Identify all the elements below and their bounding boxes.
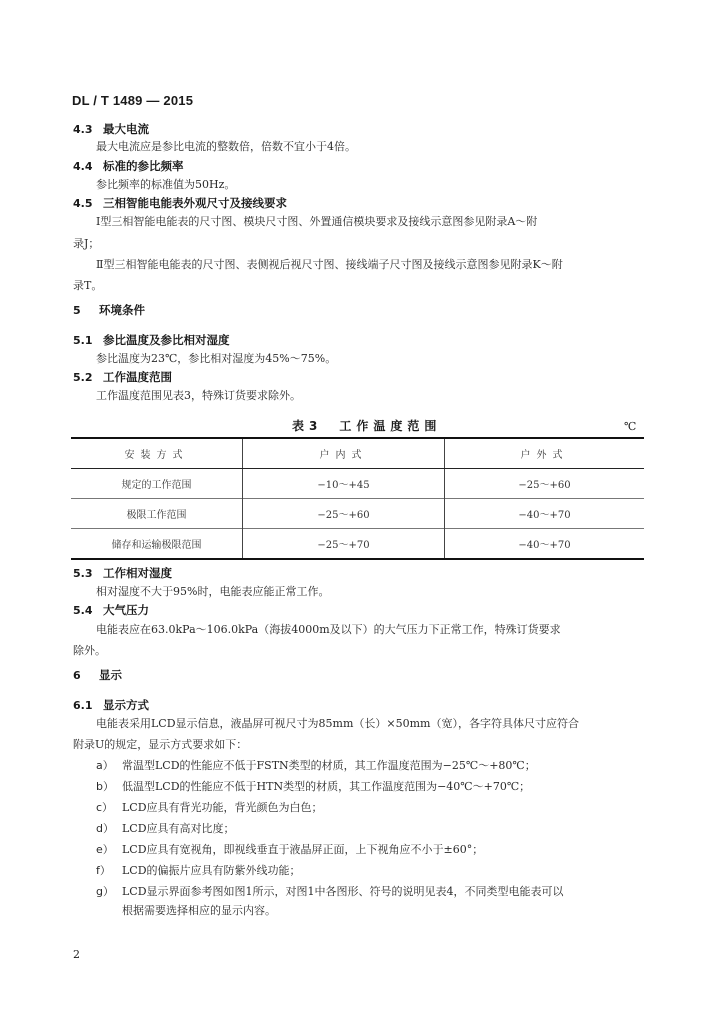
chapter-heading xyxy=(73,668,122,683)
list-marker: a） xyxy=(96,759,114,772)
section-number: 5.1 xyxy=(73,334,93,347)
table-row xyxy=(71,529,644,560)
section-title: 显示 xyxy=(99,668,123,682)
section-heading xyxy=(73,698,149,713)
paragraph: 电能表应在63.0kPa～106.0kPa（海拔4000m及以下）的大气压力下正常工作，特殊订货要求 xyxy=(96,623,561,636)
section-title: 标准的参比频率 xyxy=(103,159,184,173)
table-cell: 极限工作范围 xyxy=(71,499,243,529)
table-cell: −10～+45 xyxy=(243,469,445,499)
list-marker: b） xyxy=(96,780,114,793)
temperature-range-table xyxy=(71,437,644,560)
table-header-cell: 户内式 xyxy=(243,438,445,469)
list-text: LCD显示界面参考图如图1所示，对图1中各图形、符号的说明见表4，不同类型电能表可以 xyxy=(122,885,564,898)
list-item xyxy=(96,863,301,878)
table-unit: ℃ xyxy=(624,420,637,433)
list-marker: f） xyxy=(96,864,111,877)
section-number: 5.3 xyxy=(73,567,93,580)
section-heading xyxy=(73,159,184,174)
paragraph: Ⅰ型三相智能电能表的尺寸图、模块尺寸图、外置通信模块要求及接线示意图参见附录A～附 xyxy=(96,215,538,228)
section-title: 环境条件 xyxy=(99,303,146,317)
list-item xyxy=(96,800,323,815)
list-item-continuation xyxy=(122,903,276,918)
section-heading xyxy=(73,333,230,348)
section-number: 4.3 xyxy=(73,123,93,136)
list-text: 低温型LCD的性能应不低于HTN类型的材质，其工作温度范围为−40℃～+70℃； xyxy=(122,780,531,793)
list-marker: g） xyxy=(96,885,114,898)
list-text: 常温型LCD的性能应不低于FSTN类型的材质，其工作温度范围为−25℃～+80℃； xyxy=(122,759,536,772)
list-text: LCD应具有宽视角，即视线垂直于液晶屏正面，上下视角应不小于±60°； xyxy=(122,843,484,856)
list-text: LCD应具有高对比度； xyxy=(122,822,235,835)
table-caption: 表3 工作温度范围 xyxy=(292,419,442,433)
paragraph: 附录U的规定，显示方式要求如下： xyxy=(73,738,248,751)
section-number: 4.4 xyxy=(73,160,93,173)
paragraph: 录J； xyxy=(73,237,100,250)
paragraph: 除外。 xyxy=(73,644,106,657)
table-cell: 规定的工作范围 xyxy=(71,469,243,499)
section-heading xyxy=(73,370,172,385)
list-marker: e） xyxy=(96,843,114,856)
table-cell: −25～+60 xyxy=(243,499,445,529)
section-heading xyxy=(73,122,149,137)
section-number: 6 xyxy=(73,669,81,682)
list-marker: d） xyxy=(96,822,114,835)
table-header-row xyxy=(71,438,644,469)
section-heading xyxy=(73,603,149,618)
table-header-cell: 安装方式 xyxy=(71,438,243,469)
paragraph: 工作温度范围见表3，特殊订货要求除外。 xyxy=(96,389,301,402)
list-item xyxy=(96,884,564,899)
standard-number: DL / T 1489 — 2015 xyxy=(72,93,194,108)
chapter-heading xyxy=(73,303,145,318)
paragraph: 参比频率的标准值为50Hz。 xyxy=(96,178,236,191)
section-heading xyxy=(73,196,287,211)
section-title: 工作相对湿度 xyxy=(103,566,173,580)
list-marker: c） xyxy=(96,801,114,814)
table-cell: −40～+70 xyxy=(445,529,645,560)
table-cell: −25～+70 xyxy=(243,529,445,560)
list-item xyxy=(96,821,235,836)
section-number: 4.5 xyxy=(73,197,93,210)
table-row xyxy=(71,499,644,529)
list-text: 根据需要选择相应的显示内容。 xyxy=(122,904,276,917)
paragraph: 相对湿度不大于95%时，电能表应能正常工作。 xyxy=(96,585,330,598)
section-title: 最大电流 xyxy=(103,122,150,136)
section-title: 三相智能电能表外观尺寸及接线要求 xyxy=(103,196,288,210)
section-title: 显示方式 xyxy=(103,698,150,712)
section-heading xyxy=(73,566,172,581)
list-text: LCD的偏振片应具有防紫外线功能； xyxy=(122,864,301,877)
section-title: 大气压力 xyxy=(103,603,150,617)
table-row xyxy=(71,469,644,499)
paragraph: 录T。 xyxy=(73,279,103,292)
table-header-cell: 户外式 xyxy=(445,438,645,469)
section-number: 5 xyxy=(73,304,81,317)
paragraph: 参比温度为23℃，参比相对湿度为45%～75%。 xyxy=(96,352,337,365)
list-item xyxy=(96,758,536,773)
list-item xyxy=(96,779,530,794)
section-title: 参比温度及参比相对湿度 xyxy=(103,333,230,347)
section-number: 5.2 xyxy=(73,371,93,384)
paragraph: 电能表采用LCD显示信息，液晶屏可视尺寸为85mm（长）×50mm（宽），各字符具体尺寸应符合 xyxy=(96,717,579,730)
list-text: LCD应具有背光功能，背光颜色为白色； xyxy=(122,801,323,814)
section-number: 6.1 xyxy=(73,699,93,712)
list-item xyxy=(96,842,483,857)
paragraph: Ⅱ型三相智能电能表的尺寸图、表侧视后视尺寸图、接线端子尺寸图及接线示意图参见附录K～附 xyxy=(96,258,563,271)
table-cell: −25～+60 xyxy=(445,469,645,499)
paragraph: 最大电流应是参比电流的整数倍，倍数不宜小于4倍。 xyxy=(96,140,356,153)
section-title: 工作温度范围 xyxy=(103,370,173,384)
table-cell: −40～+70 xyxy=(445,499,645,529)
table-cell: 储存和运输极限范围 xyxy=(71,529,243,560)
section-number: 5.4 xyxy=(73,604,93,617)
page-number: 2 xyxy=(73,948,80,961)
